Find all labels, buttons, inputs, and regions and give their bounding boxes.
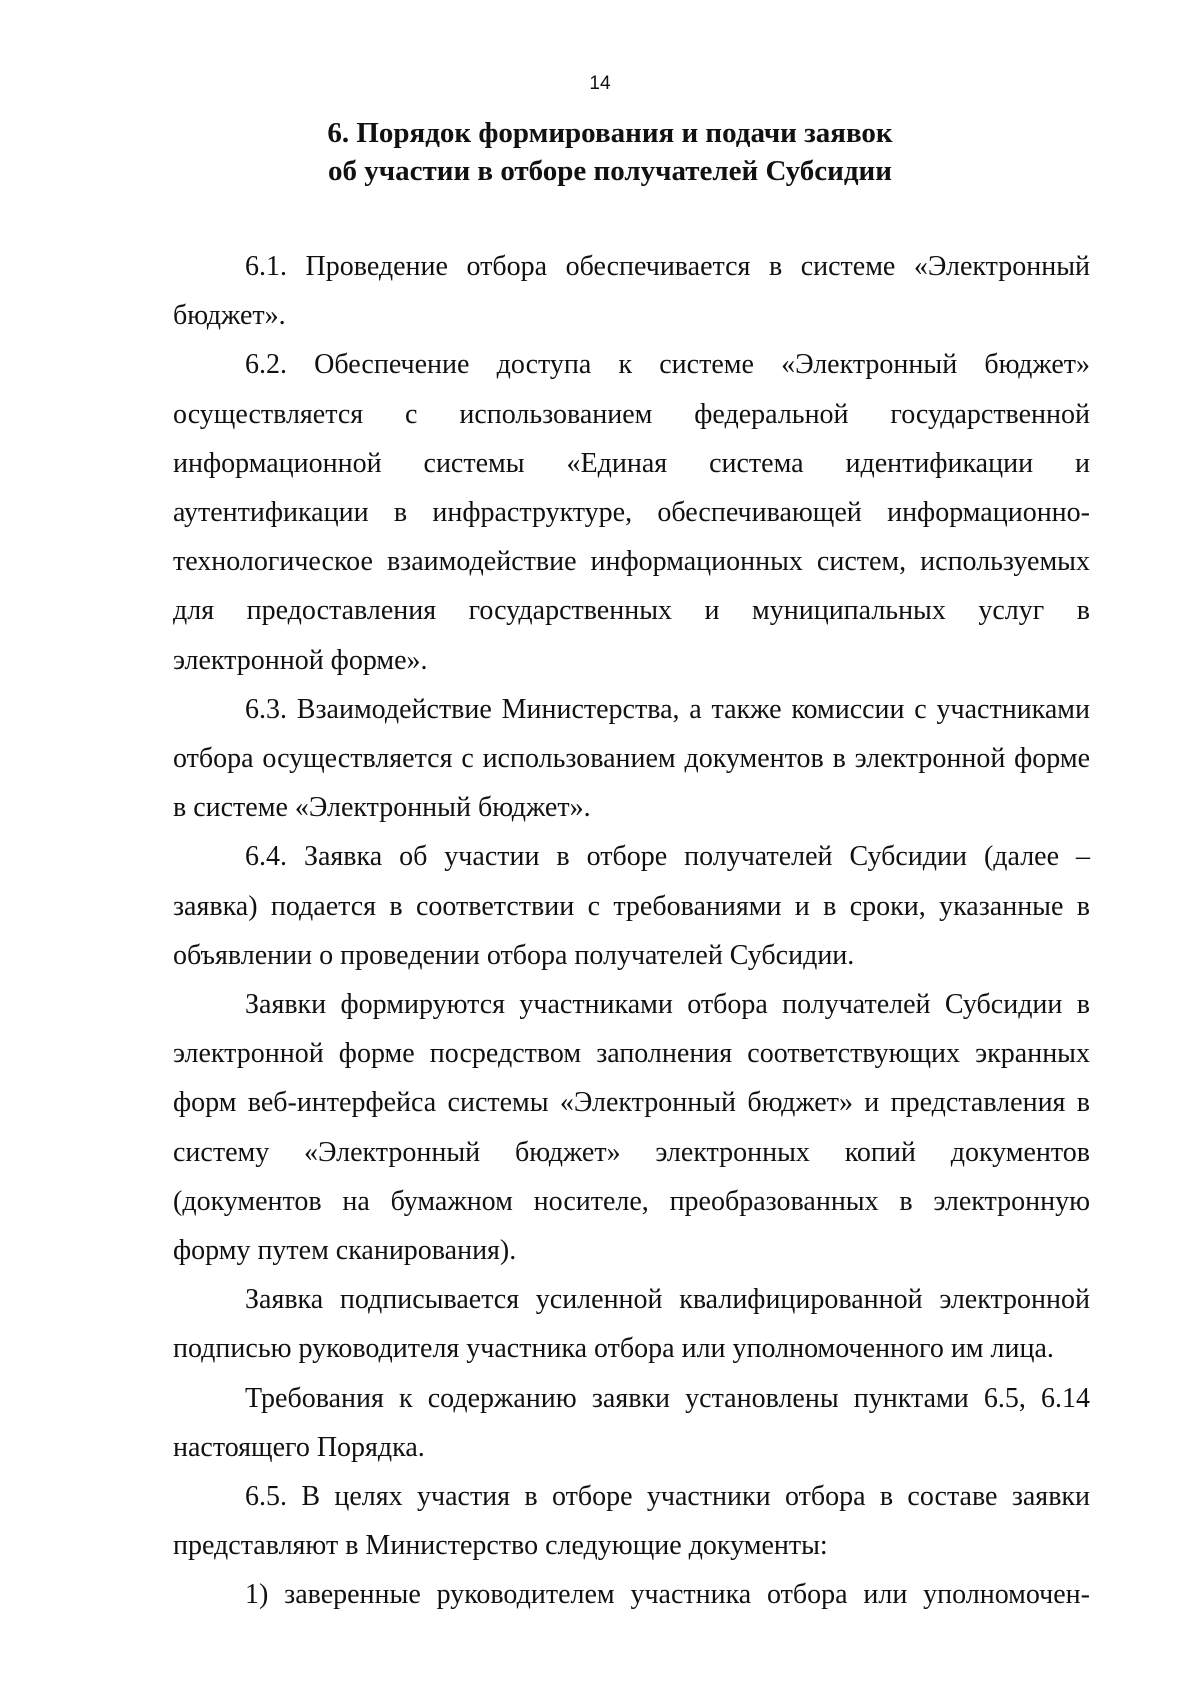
paragraph-6-2: 6.2. Обеспечение доступа к системе «Электронный бюджет» осуществляется с использованием федеральной государственной информационной системы «Единая система идентификации и аутентификации в инфраструктуре, обеспечивающей информационно-технологическое взаимодействие информационных систем, используемых для предоставления государственных и муниципальных услуг в электронной форме».: [173, 349, 1090, 676]
page-number: 14: [589, 73, 611, 94]
paragraph-applications-formed: Заявки формируются участниками отбора получателей Субсидии в электронной форме посредством заполнения соответствующих экранных форм веб-интерфейса системы «Электронный бюджет» и представления в систему «Электронный бюджет» электронных копий документов (документов на бумажном носителе, преобразованных в электронную форму путем сканирования).: [173, 989, 1090, 1267]
paragraph-6-5: 6.5. В целях участия в отборе участники отбора в составе заявки представляют в Министерство следующие документы:: [173, 1481, 1090, 1562]
paragraph-6-4: 6.4. Заявка об участии в отборе получателей Субсидии (далее – заявка) подается в соответствии с требованиями и в сроки, указанные в объявлении о проведении отбора получателей Субсидии.: [173, 841, 1090, 971]
list-item-1: 1) заверенные руководителем участника отбора или уполномочен-: [245, 1579, 1090, 1611]
body-text: [173, 242, 1090, 1620]
section-heading-line-1: 6. Порядок формирования и подачи заявок: [327, 117, 893, 149]
paragraph-6-1: 6.1. Проведение отбора обеспечивается в системе «Электронный бюджет».: [173, 251, 1090, 332]
section-heading: [160, 114, 1060, 190]
paragraph-6-3: 6.3. Взаимодействие Министерства, а также комиссии с участниками отбора осуществляется с использованием документов в электронной форме в системе «Электронный бюджет».: [173, 693, 1090, 824]
section-heading-line-2: об участии в отборе получателей Субсидии: [328, 155, 892, 187]
paragraph-requirements: Требования к содержанию заявки установлены пунктами 6.5, 6.14 настоящего Порядка.: [173, 1382, 1090, 1463]
paragraph-application-signed: Заявка подписывается усиленной квалифицированной электронной подписью руководителя участника отбора или уполномоченного им лица.: [173, 1284, 1090, 1365]
